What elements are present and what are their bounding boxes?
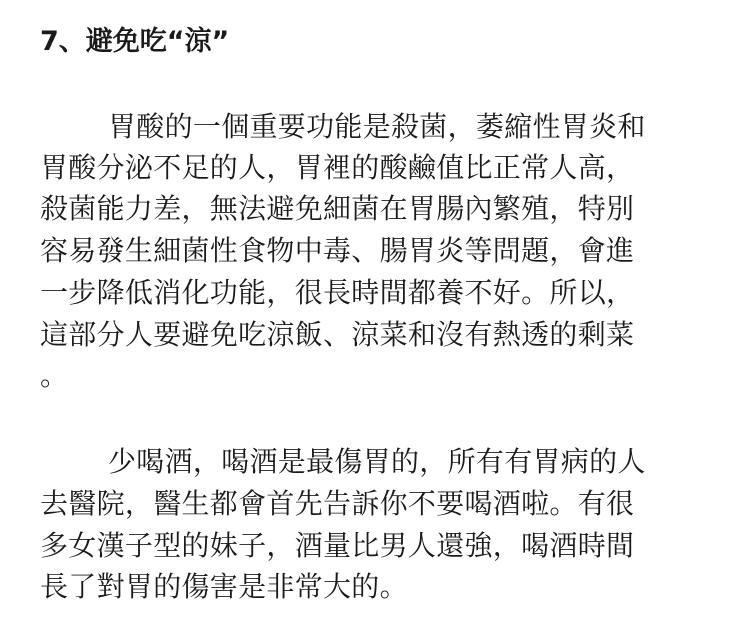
- paragraph-1-line-2: 胃酸分泌不足的人，胃裡的酸鹼值比正常人高，: [40, 151, 635, 184]
- paragraph-1-line-4: 容易發生細菌性食物中毒、腸胃炎等問題，會進: [40, 234, 635, 267]
- paragraph-1-line-3: 殺菌能力差，無法避免細菌在胃腸內繁殖，特別: [40, 192, 635, 225]
- paragraph-1-line-1: 胃酸的一個重要功能是殺菌，萎縮性胃炎和: [108, 110, 646, 143]
- paragraph-1-line-6: 這部分人要避免吃涼飯、涼菜和沒有熱透的剩菜: [40, 318, 635, 351]
- paragraph-2-line-2: 去醫院，醫生都會首先告訴你不要喝酒啦。有很: [40, 487, 635, 520]
- paragraph-2-line-3: 多女漢子型的妹子，酒量比男人還強，喝酒時間: [40, 529, 635, 562]
- paragraph-1-line-5: 一步降低消化功能，很長時間都養不好。所以，: [40, 276, 635, 309]
- paragraph-2-line-4: 長了對胃的傷害是非常大的。: [40, 570, 408, 603]
- paragraph-1-line-7: 。: [40, 359, 69, 392]
- section-heading: 7、避免吃“涼”: [40, 26, 230, 57]
- paragraph-2-line-1: 少喝酒，喝酒是最傷胃的，所有有胃病的人: [108, 445, 646, 478]
